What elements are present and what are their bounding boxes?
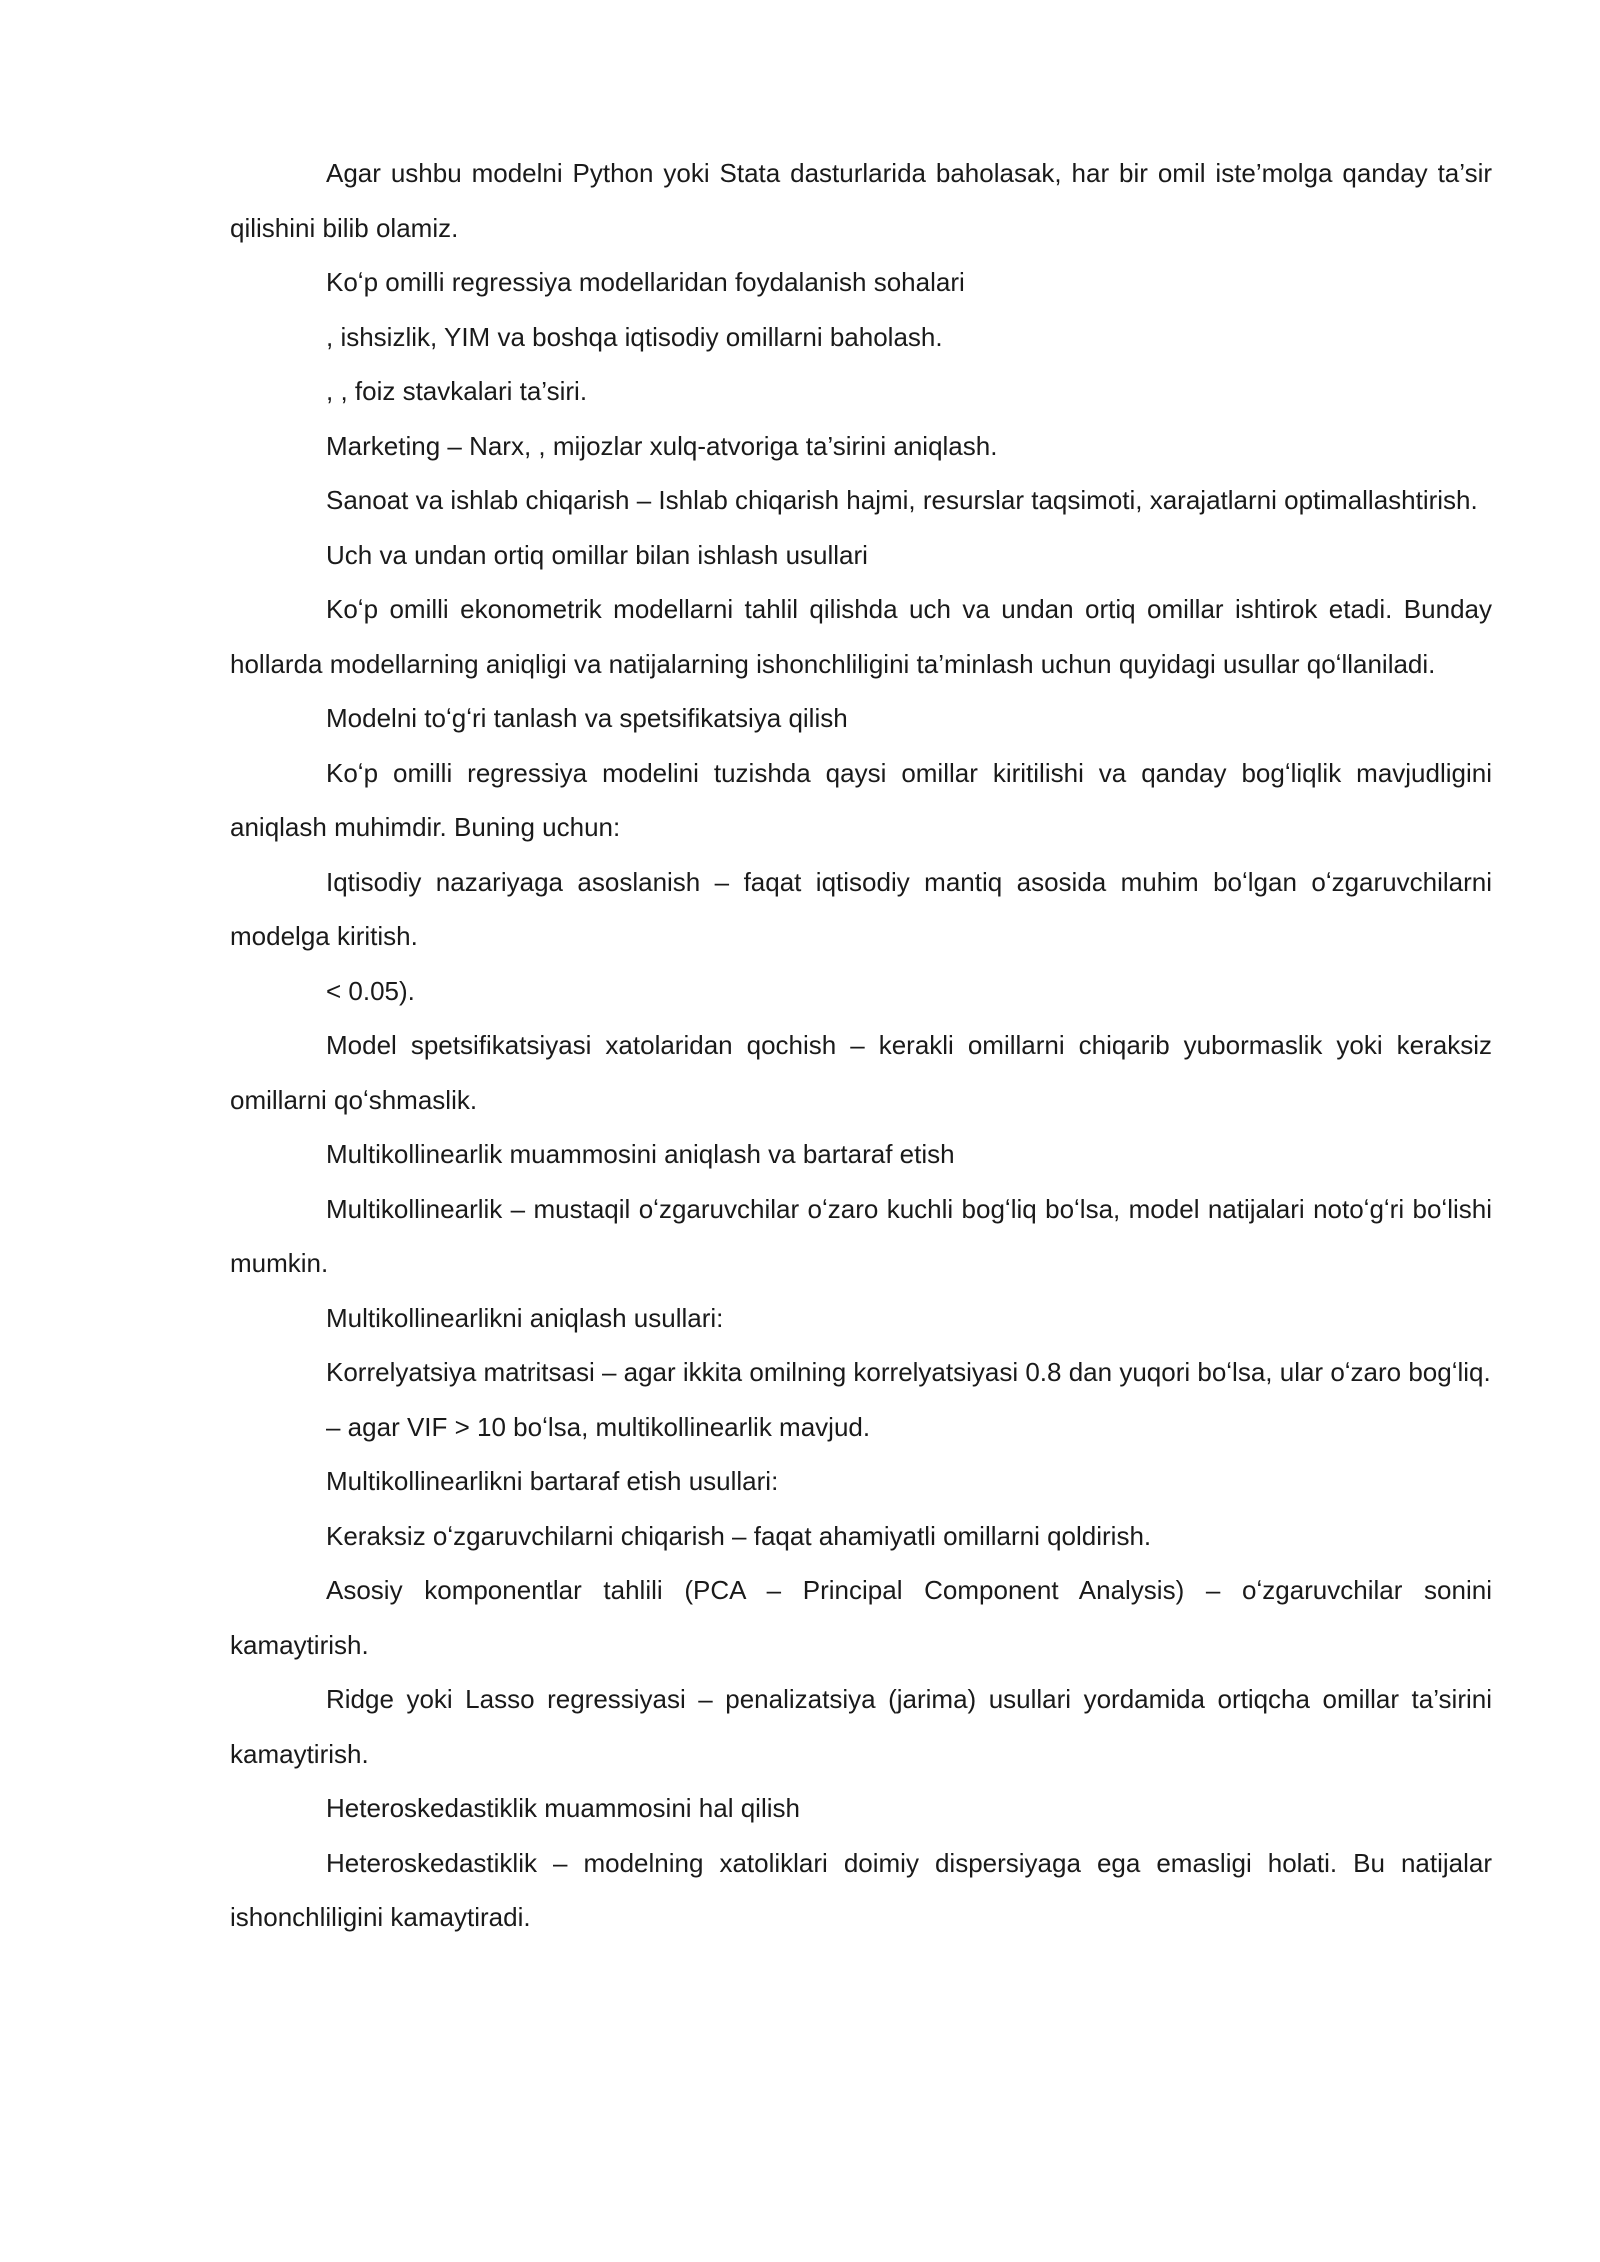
paragraph-4: , , foiz stavkalari ta’siri. [326,376,588,406]
heading-heteroskedasticity: Heteroskedastiklik muammosini hal qilish [326,1793,800,1823]
paragraph-specification-errors: Model spetsifikatsiyasi xatolaridan qochish – kerakli omillarni chiqarib yubormaslik yoki keraksiz omillarni qoʻshmaslik. [230,1030,1492,1115]
paragraph-ridge-lasso: Ridge yoki Lasso regressiyasi – penalizatsiya (jarima) usullari yordamida ortiqcha omillar ta’sirini kamaytirish. [230,1684,1492,1769]
heading-three-or-more-factors: Uch va undan ortiq omillar bilan ishlash usullari [326,539,868,570]
paragraph-multicollinearity-definition: Multikollinearlik – mustaqil oʻzgaruvchilar oʻzaro kuchli bogʻliq boʻlsa, model natijalari notoʻgʻri boʻlishi mumkin. [230,1193,1492,1278]
document-page [230,146,1492,1945]
heading-regression-application-areas: Koʻp omilli regressiya modellaridan foydalanish sohalari [326,267,965,297]
paragraph-pca: Asosiy komponentlar tahlili (PCA – Principal Component Analysis) – oʻzgaruvchilar sonini kamaytirish. [230,1575,1492,1660]
heading-multicollinearity: Multikollinearlik muammosini aniqlash va bartaraf etish [326,1139,955,1169]
paragraph-marketing: Marketing – Narx, , mijozlar xulq-atvoriga ta’sirini aniqlash. [326,430,998,461]
paragraph-economic-theory: Iqtisodiy nazariyaga asoslanish – faqat iqtisodiy mantiq asosida muhim boʻlgan oʻzgaruvchilarni modelga kiritish. [230,866,1492,951]
heading-multicollinearity-remedies: Multikollinearlikni bartaraf etish usullari: [326,1466,779,1496]
paragraph-model-building: Koʻp omilli regressiya modelini tuzishda qaysi omillar kiritilishi va qanday bogʻliqlik mavjudligini aniqlash muhimdir. Buning uchun: [230,757,1492,842]
heading-model-specification: Modelni toʻgʻri tanlash va spetsifikatsiya qilish [326,703,848,733]
paragraph-3: , ishsizlik, YIM va boshqa iqtisodiy omillarni baholash. [326,321,943,352]
paragraph-heteroskedasticity-definition: Heteroskedastiklik – modelning xatoliklari doimiy dispersiyaga ega emasligi holati. Bu natijalar ishonchliligini kamaytiradi. [230,1847,1492,1932]
paragraph-industry: Sanoat va ishlab chiqarish – Ishlab chiqarish hajmi, resurslar taqsimoti, xarajatlarni optimallashtirish. [326,485,1478,515]
paragraph-correlation-matrix: Korrelyatsiya matritsasi – agar ikkita omilning korrelyatsiyasi 0.8 dan yuqori boʻlsa, ular oʻzaro bogʻliq. [326,1357,1491,1387]
paragraph-vif: – agar VIF > 10 boʻlsa, multikollinearlik mavjud. [326,1411,871,1442]
paragraph-multifactor-models: Koʻp omilli ekonometrik modellarni tahlil qilishda uch va undan ortiq omillar ishtirok etadi. Bunday hollarda modellarning aniqligi va natijalarning ishonchliligini ta’minlash uchun quyidagi usullar qoʻllaniladi. [230,594,1492,679]
heading-multicollinearity-detection: Multikollinearlikni aniqlash usullari: [326,1302,724,1333]
paragraph-drop-variables: Keraksiz oʻzgaruvchilarni chiqarish – faqat ahamiyatli omillarni qoldirish. [326,1520,1152,1551]
paragraph-1: Agar ushbu modelni Python yoki Stata dasturlarida baholasak, har bir omil iste’molga qanday ta’sir qilishini bilib olamiz. [230,158,1492,243]
paragraph-p-value: < 0.05). [326,975,415,1006]
